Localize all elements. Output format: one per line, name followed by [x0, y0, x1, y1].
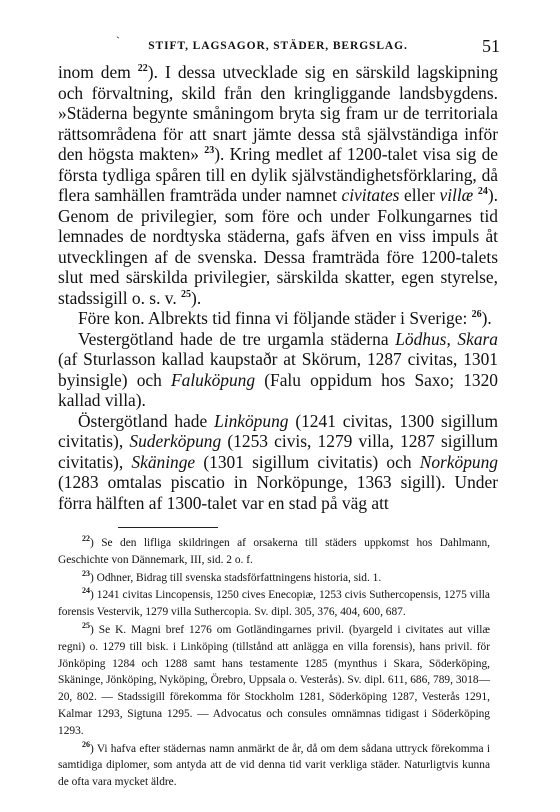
- text-run: ,: [446, 328, 458, 349]
- town-falukopung: Faluköpung: [171, 369, 256, 390]
- footnote-26: [58, 741, 490, 791]
- text-run: Östergötland hade: [78, 410, 215, 431]
- footnote-separator: [118, 527, 218, 528]
- town-skara: Skara: [457, 328, 498, 349]
- page-number: 51: [482, 36, 500, 56]
- text-run: Vestergötland hade de tre urgamla städerna: [78, 328, 396, 349]
- town-norkopung: Norköpung: [419, 451, 498, 472]
- footnote-number: 23: [82, 568, 90, 578]
- town-linkopung: Linköpung: [214, 410, 289, 431]
- text-run: ). Genom de privilegier, som före och under Folkungarnes tid lemnades de nordtyska städerna, gafs äfven en viss impuls åt utvecklingen af de svenska. Dessa framträda före 1200-talets slut med särskilda privilegier, särskilda skatter, egen styrelse, stadssigill o. s. v.: [58, 185, 498, 308]
- footnote-text: ) Se den lifliga skildringen af orsakerna till städers uppkomst hos Dahlmann, Geschichte von Dännemark, III, sid. 2 o. f.: [58, 537, 490, 566]
- text-run: (1253 civis, 1279 villa, 1287 sigillum civitatis),: [58, 431, 498, 472]
- footnote-text: ) 1241 civitas Lincopensis, 1250 cives Enecopiæ, 1253 civis Suthercopensis, 1275 villa forensis Vestervik, 1279 villa Suthercopia. Sv. dipl. 305, 376, 404, 600, 687.: [58, 589, 490, 619]
- text-run: ).: [481, 308, 492, 328]
- text-run: (Falu oppidum hos Saxo; 1320 kallad villa).: [58, 369, 499, 410]
- text-run: (1241 civitas, 1300 sigillum civitatis),: [58, 410, 498, 451]
- text-run: eller: [399, 185, 440, 205]
- text-run: (af Sturlasson kallad kaupstaðr at Skörum, 1287 civitas, 1301 byinsigle) och: [58, 349, 498, 390]
- footnote-ref-22: 22: [137, 63, 148, 75]
- footnote-24: [58, 587, 490, 621]
- printer-mark: `: [116, 34, 120, 48]
- footnote-22: [58, 535, 490, 569]
- footnotes: [58, 535, 490, 792]
- footnote-ref-26: 26: [471, 309, 482, 321]
- paragraph-4: [58, 411, 498, 514]
- town-suderkopung: Suderköpung: [129, 431, 222, 451]
- text-run: (1301 sigillum civitatis) och: [195, 451, 420, 472]
- footnote-ref-23: 23: [204, 145, 215, 157]
- paragraph-3: [58, 329, 498, 411]
- main-text: [58, 62, 498, 513]
- paragraph-2: [58, 308, 498, 329]
- footnote-text: ) Vi hafva efter städernas namn anmärkt de år, då om dem sådana uttryck förekomma i samtidiga diplomer, som antyda att de vid denna tid varit verkliga städer. Naturligtvis kunna de ofta vara mycket äldre.: [58, 742, 490, 789]
- footnote-ref-24: 24: [477, 186, 488, 198]
- text-run: ).: [191, 287, 202, 308]
- text-run: ). I dessa utvecklade sig en särskild lagskipning och förvaltning, skild från den kringliggande landsbygdens. »Städerna begynte småningom bryta sig fram ur de territoriala rättsområdena för att snart jämte dessa stå självständiga inför den högsta makten»: [58, 62, 498, 164]
- footnote-ref-25: 25: [181, 288, 192, 300]
- footnote-25: [58, 622, 490, 740]
- town-skaninge: Skäninge: [131, 451, 196, 472]
- term-villae: villæ: [439, 185, 474, 205]
- paragraph-1: [58, 62, 498, 308]
- footnote-23: [58, 570, 490, 587]
- running-header: [58, 36, 498, 58]
- footnote-text: ) Se K. Magni bref 1276 om Gotländingarnes privil. (byargeld i civitates aut villæ regni) o. 1279 till bisk. i Linköping (tillstånd att anlägga en villa forensis), hans privil. för Jönköping 1284 och 1288 samt hans testamente 1285 (mynthus i Skara, Söderköping, Skäninge, Jönköping, Nyköping, Örebro, Uppsala o. Vesterås). Sv. dipl. 611, 686, 789, 3018—20, 802. — Stadssigill förekomma för Stockholm 1281, Söderköping 1287, Vesterås 1291, Kalmar 1293, Sigtuna 1295. — Advocatus och consules omnämnas tidigast i Söderköping 1293.: [58, 623, 490, 737]
- footnote-number: 25: [82, 621, 90, 631]
- footnote-number: 26: [82, 739, 90, 749]
- text-run: (1283 omtalas piscatio in Norköpunge, 1363 sigill). Under förra hälften af 1300-talet var en stad på väg att: [58, 472, 498, 513]
- footnote-number: 24: [82, 586, 90, 596]
- header-title: STIFT, LAGSAGOR, STÄDER, BERGSLAG.: [148, 40, 408, 52]
- footnote-text: ) Odhner, Bidrag till svenska stadsförfattningens historia, sid. 1.: [90, 571, 382, 584]
- town-lodhus: Lödhus: [395, 328, 447, 349]
- text-run: inom dem: [58, 62, 138, 82]
- text-run: ). Kring medlet af 1200-talet visa sig de första tydliga spåren till en dylik självständighetsförklaring, då flera samhällen framträda under namnet: [58, 144, 498, 205]
- footnote-number: 22: [82, 534, 90, 544]
- term-civitates: civitates: [341, 185, 400, 205]
- text-run: Före kon. Albrekts tid finna vi följande städer i Sverige:: [78, 308, 472, 328]
